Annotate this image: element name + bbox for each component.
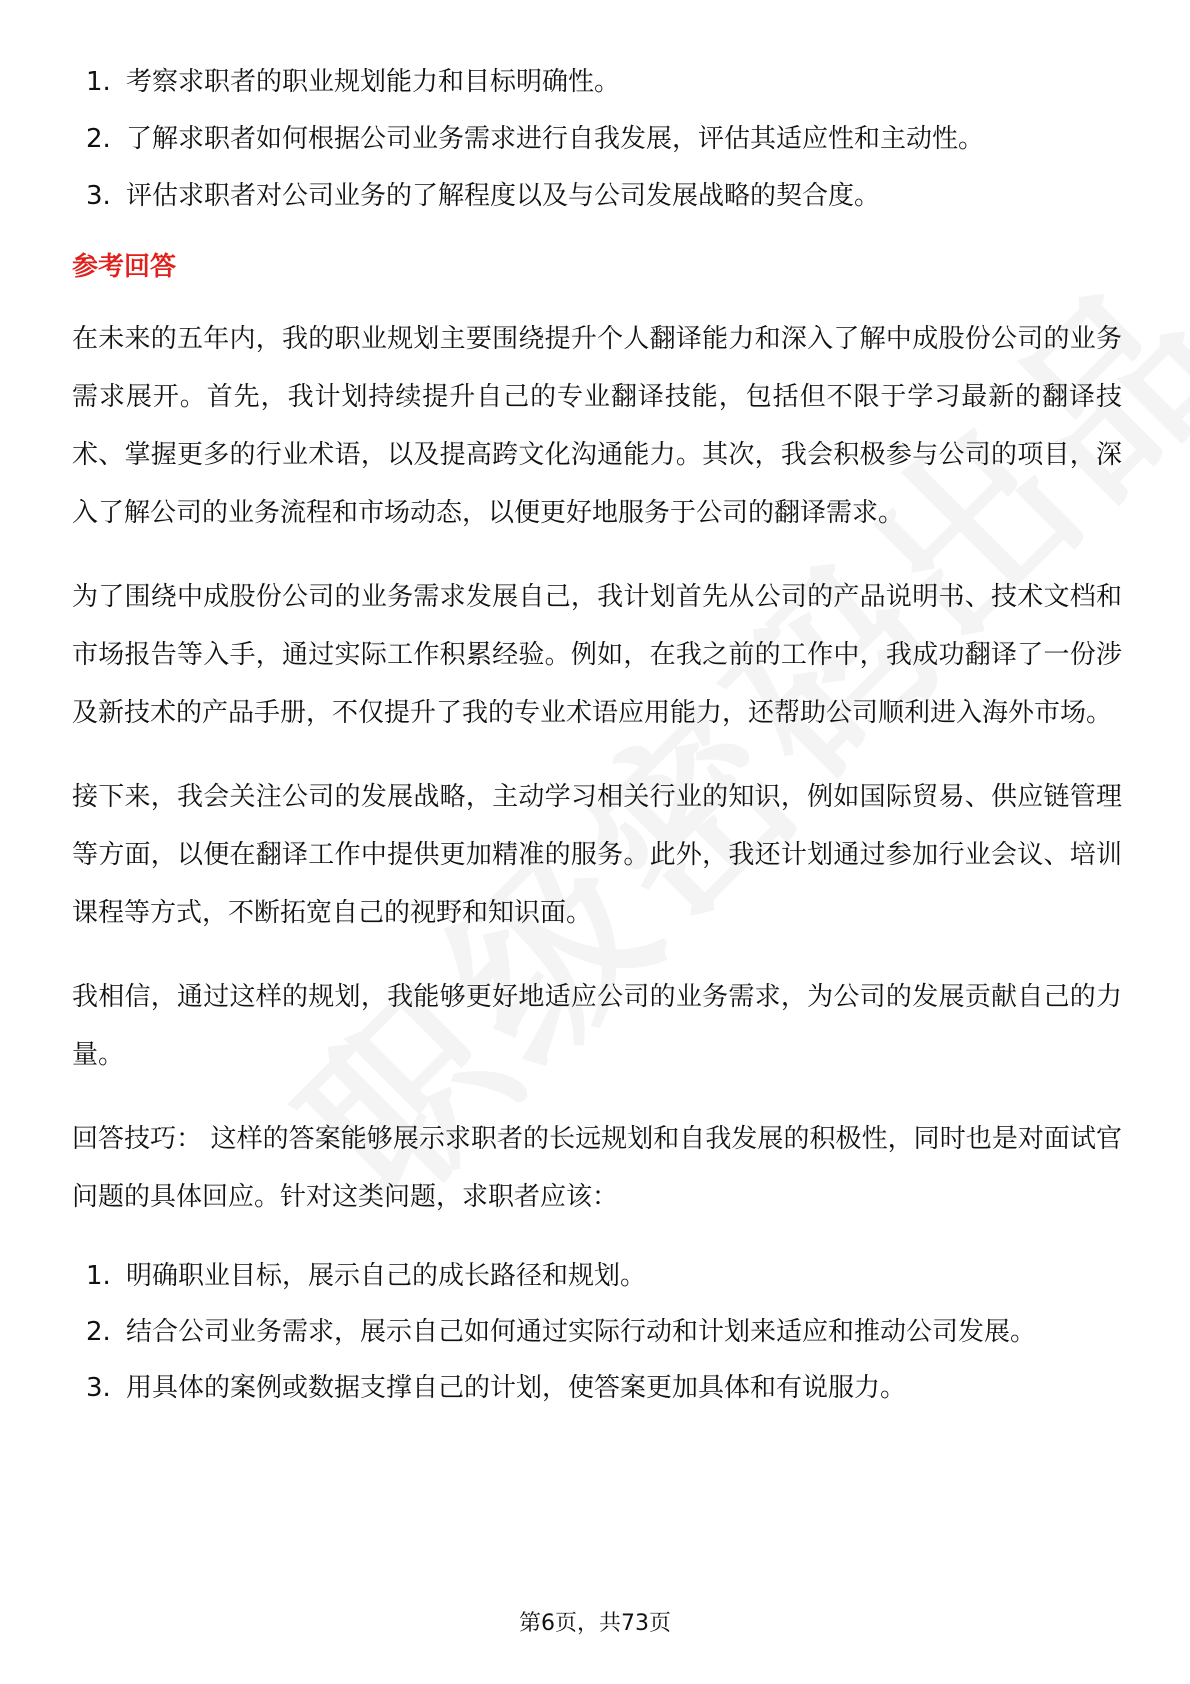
answer-tips-paragraph: 回答技巧： 这样的答案能够展示求职者的长远规划和自我发展的积极性，同时也是对面试官问题的具体回应。针对这类问题，求职者应该：: [72, 1124, 1122, 1212]
list-number: 1.: [86, 67, 111, 97]
list-number: 3.: [86, 1373, 111, 1403]
list-number: 1.: [86, 1261, 111, 1291]
list-item: [72, 1248, 1122, 1304]
list-number: 2.: [86, 1317, 111, 1347]
page-content: [72, 54, 1122, 1416]
list-number: 2.: [86, 124, 111, 154]
intro-list: [72, 54, 1122, 225]
paragraph: 我相信，通过这样的规划，我能够更好地适应公司的业务需求，为公司的发展贡献自己的力量。: [72, 982, 1122, 1070]
list-item-text: 考察求职者的职业规划能力和目标明确性。: [126, 67, 621, 97]
list-item: [72, 1304, 1122, 1360]
paragraph: 接下来，我会关注公司的发展战略，主动学习相关行业的知识，例如国际贸易、供应链管理等方面，以便在翻译工作中提供更加精准的服务。此外，我还计划通过参加行业会议、培训课程等方式，不断拓宽自己的视野和知识面。: [72, 782, 1122, 928]
list-number: 3.: [86, 181, 111, 211]
list-item-text: 评估求职者对公司业务的了解程度以及与公司发展战略的契合度。: [126, 181, 881, 211]
list-item-text: 结合公司业务需求，展示自己如何通过实际行动和计划来适应和推动公司发展。: [126, 1317, 1037, 1347]
list-item: [72, 111, 1122, 168]
list-item: [72, 168, 1122, 225]
list-item: [72, 54, 1122, 111]
list-item-text: 明确职业目标，展示自己的成长路径和规划。: [126, 1261, 647, 1291]
answer-heading: 参考回答: [72, 252, 177, 282]
list-item-text: 用具体的案例或数据支撑自己的计划，使答案更加具体和有说服力。: [126, 1373, 907, 1403]
paragraph: 在未来的五年内，我的职业规划主要围绕提升个人翻译能力和深入了解中成股份公司的业务需求展开。首先，我计划持续提升自己的专业翻译技能，包括但不限于学习最新的翻译技术、掌握更多的行业术语，以及提高跨文化沟通能力。其次，我会积极参与公司的项目，深入了解公司的业务流程和市场动态，以便更好地服务于公司的翻译需求。: [72, 324, 1122, 528]
paragraph: 为了围绕中成股份公司的业务需求发展自己，我计划首先从公司的产品说明书、技术文档和市场报告等入手，通过实际工作积累经验。例如，在我之前的工作中，我成功翻译了一份涉及新技术的产品手册，不仅提升了我的专业术语应用能力，还帮助公司顺利进入海外市场。: [72, 582, 1122, 728]
list-item-text: 了解求职者如何根据公司业务需求进行自我发展，评估其适应性和主动性。: [126, 124, 985, 154]
tips-list: [72, 1248, 1122, 1416]
list-item: [72, 1360, 1122, 1416]
page-footer: 第6页，共73页: [519, 1611, 671, 1636]
